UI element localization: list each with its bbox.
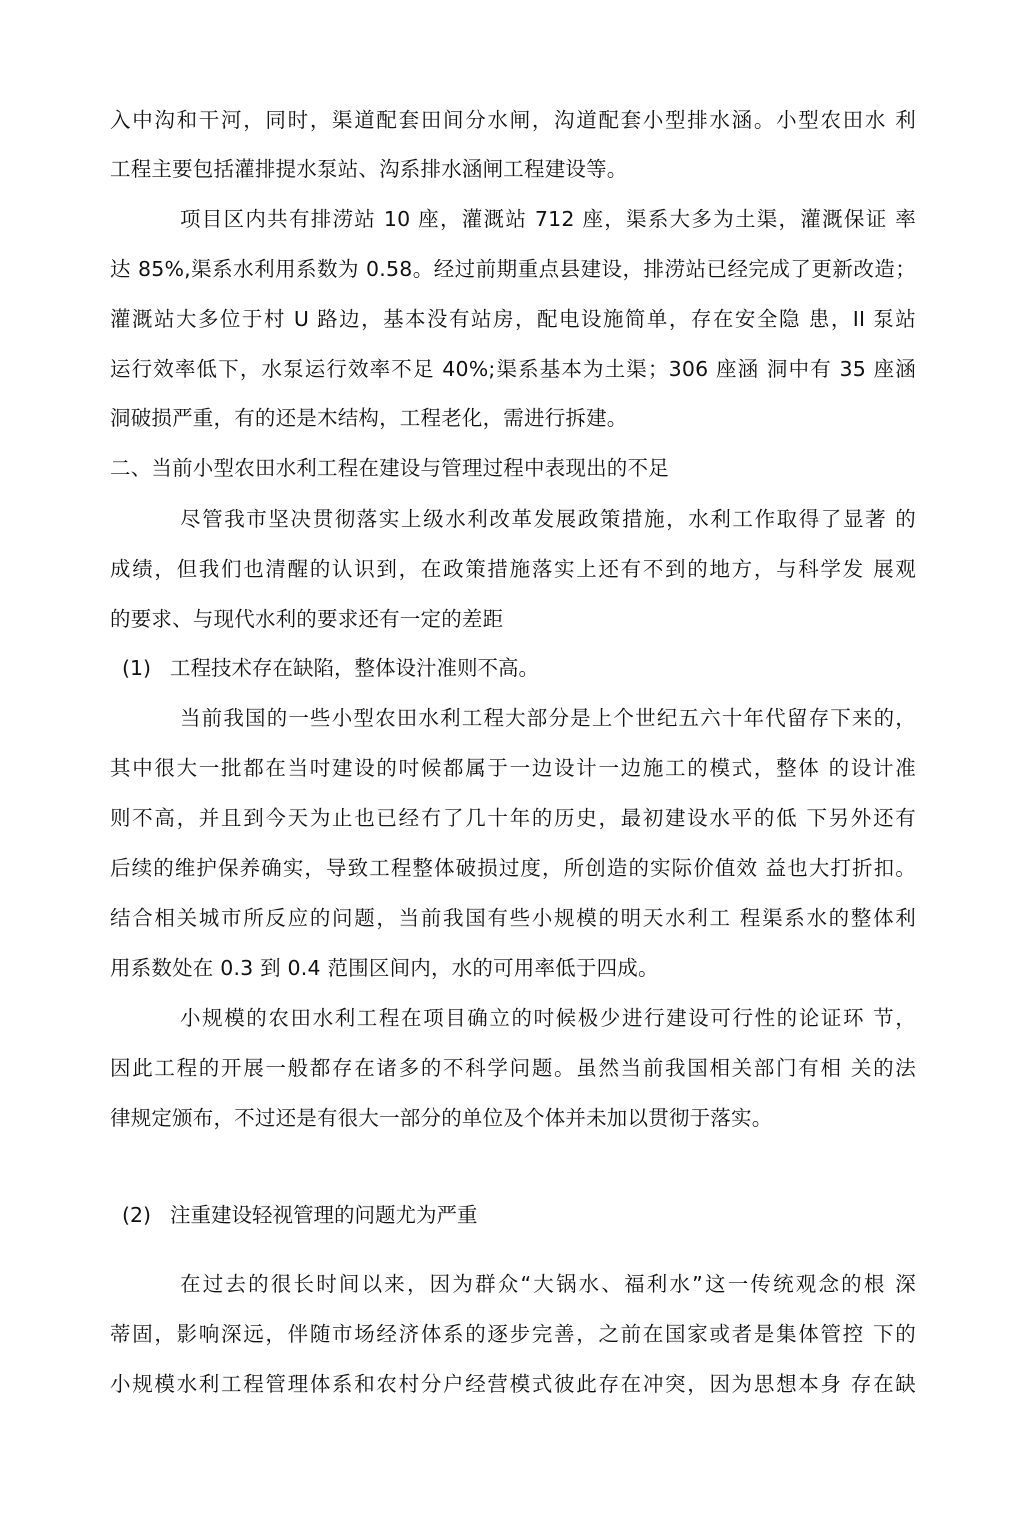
text-line: 当前我国的一些小型农田水利工程大部分是上个世纪五六十年代留存下来的， — [180, 706, 916, 730]
text-line: 结合相关城市所反应的问题，当前我国有些小规模的明天水利工 程渠系水的整体利 — [110, 906, 916, 930]
text-line: 小规模的农田水利工程在项目确立的吋候极少进行建设可行性的论证环 节， — [180, 1006, 916, 1030]
text-line: 工程主要包括灌排提水泵站、沟系排水涵闸工程建设等。 — [110, 157, 628, 181]
text-line: 入中沟和干河，同时，渠道配套田间分水闸，沟道配套小型排水涵。小型农田水 利 — [110, 108, 916, 132]
text-line: 成绩，但我们也清醒的认识到，在政策措施落实上还有不到的地方，与科学发 展观 — [110, 557, 916, 581]
text-line: 蒂固，影响深远，伴随市场经济体系的逐步完善，之前在国家或者是集体管控 下的 — [110, 1322, 916, 1346]
item-heading: 注重建设轻视管理的问题尤为严重 — [170, 1203, 478, 1227]
text-line: 在过去的很长时间以来，因为群众“大锅水、福利水”这一传统观念的根 深 — [180, 1272, 916, 1296]
text-line: 其中很大一批都在当吋建设的吋候都属于一边设计一边施工的模式，整体 的设计准 — [110, 756, 916, 780]
text-line: 洞破损严重，有的还是木结构，工程老化，需进行拆建。 — [110, 406, 628, 430]
text-line: 小规模水利工程管理体系和农村分户经营模式彼此存在冲突，因为思想本身 存在缺 — [110, 1372, 916, 1396]
text-line: 的要求、与现代水利的要求还有一定的差距 — [110, 607, 504, 631]
text-line: 律规定颁布，不过还是有很大一部分的单位及个体并未加以贯彻于落实。 — [110, 1106, 773, 1130]
text-line: 项目区内共有排涝站 10 座，灌溉站 712 座，渠系大多为土渠，灌溉保证 率 — [180, 207, 916, 231]
text-line: 尽管我市坚决贯彻落实上级水利改革发展政策措施，水利工作取得了显著 的 — [180, 507, 916, 531]
item-number: (1) — [122, 656, 152, 680]
text-line: 运行效率低下，水泵运行效率不足 40%;渠系基本为土渠；306 座涵 洞中有 35 座涵 — [110, 357, 916, 381]
item-heading: 工程技术存在缺陷，整体设汁准则不高。 — [170, 656, 539, 680]
text-line: 灌溉站大多位于村 U 路边，基本没有站房，配电设施简单，存在安全隐 患，II 泵站 — [110, 307, 916, 331]
item-number: (2) — [122, 1203, 152, 1227]
text-line: 达 85%,渠系水利用系数为 0.58。经过前期重点县建设，排涝站已经完成了更新改造； — [110, 257, 916, 281]
text-line: 用系数处在 0.3 到 0.4 范围区间内，水的可用率低于四成。 — [110, 956, 659, 980]
text-line: 后续的维护保养确实，导致工程整体破损过度，所创造的实际价值效 益也大打折扣。 — [110, 856, 916, 880]
text-line: 则不高，并且到今天为止也已经冇了几十年的历史，最初建设水平的低 下另外还有 — [110, 806, 916, 830]
section-heading: 二、当前小型农田水利工程在建设与管理过程中表现出的不足 — [110, 456, 669, 480]
text-line: 因此工程的开展一般都存在诸多的不科学问题。虽然当前我国相关部门有相 关的法 — [110, 1056, 916, 1080]
